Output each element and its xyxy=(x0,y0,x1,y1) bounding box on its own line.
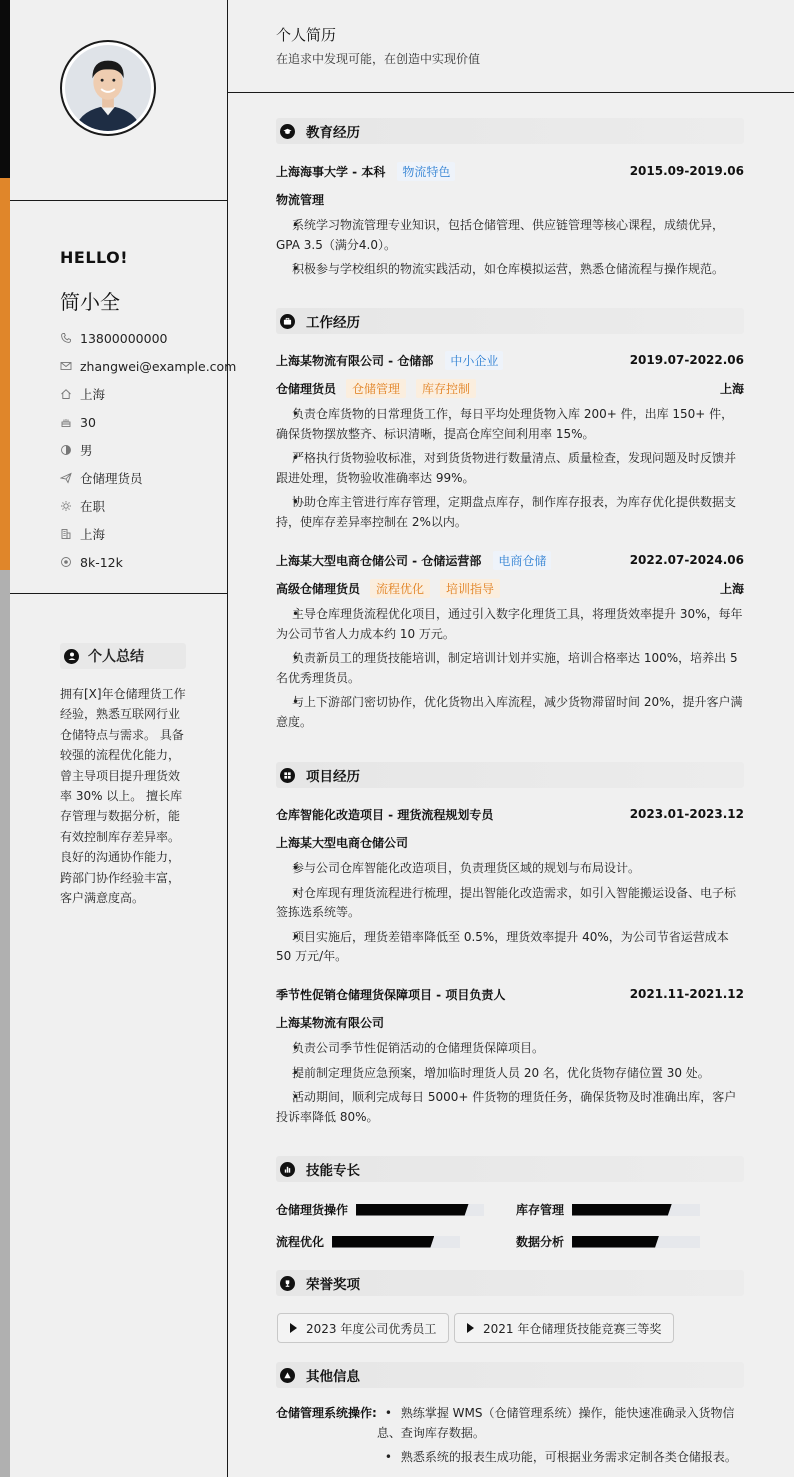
list-item: • 积极参与学校组织的物流实践活动，如仓库模拟运营，熟悉仓储流程与操作规范。 xyxy=(276,260,744,280)
job-bullets xyxy=(276,605,744,732)
info-status: 在职 xyxy=(60,492,236,520)
work-heading: 工作经历 xyxy=(276,308,744,334)
list-item: • 与上下游部门密切协作，优化货物出入库流程，减少货物滞留时间 20%，提升客户满意度。 xyxy=(276,693,744,732)
phone-icon xyxy=(60,332,72,344)
skill-bar-fill xyxy=(356,1204,469,1216)
page-subtitle: 在追求中发现可能，在创造中实现价值 xyxy=(276,52,481,66)
info-icon xyxy=(280,1368,295,1383)
list-item: • 负责新员工的理货技能培训，制定培训计划并实施，培训合格率达 100%，培养出 5 名优秀理货员。 xyxy=(276,649,744,688)
project-entry-2 xyxy=(276,985,744,1132)
hello-heading: HELLO! xyxy=(60,248,129,267)
info-gender: 男 xyxy=(60,436,236,464)
graduation-cap-icon xyxy=(280,124,295,139)
info-salary: 8k-12k xyxy=(60,548,236,576)
education-entry xyxy=(276,162,744,285)
main-content xyxy=(228,0,794,1477)
cake-icon xyxy=(60,416,72,428)
sidebar-divider xyxy=(10,200,228,201)
avatar xyxy=(60,40,156,136)
grid-icon xyxy=(280,768,295,783)
skill-tag: 培训指导 xyxy=(440,579,500,598)
work-entry-2 xyxy=(276,551,744,737)
award-item: 2023 年度公司优秀员工 xyxy=(277,1313,449,1343)
play-icon xyxy=(290,1323,297,1333)
info-email: zhangwei@example.com xyxy=(60,352,236,380)
gender-icon xyxy=(60,444,72,456)
other-info xyxy=(276,1404,744,1473)
job-date: 2022.07-2024.06 xyxy=(629,553,744,567)
skill-bar xyxy=(356,1204,484,1216)
company-name: 上海某物流有限公司 - 仓储部 xyxy=(276,353,434,368)
skill-bar xyxy=(572,1236,700,1248)
contact-info-list xyxy=(60,324,236,576)
job-role: 仓储理货员 xyxy=(276,381,337,396)
education-bullets xyxy=(276,216,744,280)
list-item: • 项目实施后，理货差错率降低至 0.5%，理货效率提升 40%，为公司节省运营成本 50 万元/年。 xyxy=(276,928,744,967)
skill-bar-fill xyxy=(572,1236,659,1248)
play-icon xyxy=(467,1323,474,1333)
mail-icon xyxy=(60,360,72,372)
skill-bar-fill xyxy=(332,1236,434,1248)
list-item: • 系统学习物流管理专业知识，包括仓储管理、供应链管理等核心课程，成绩优异，GPA 3.5（满分4.0）。 xyxy=(276,216,744,255)
info-city: 上海 xyxy=(60,520,236,548)
job-role: 高级仓储理货员 xyxy=(276,581,361,596)
project-name: 季节性促销仓储理货保障项目 - 项目负责人 xyxy=(276,987,506,1002)
accent-stripe-middle xyxy=(0,178,10,570)
skill-tag: 仓储管理 xyxy=(346,379,406,398)
home-icon xyxy=(60,388,72,400)
school-tag: 物流特色 xyxy=(397,162,455,181)
projects-heading: 项目经历 xyxy=(276,762,744,788)
info-age: 30 xyxy=(60,408,236,436)
list-item: • 对仓库现有理货流程进行梳理，提出智能化改造需求，如引入智能搬运设备、电子标签拣选系统等。 xyxy=(276,884,744,923)
accent-stripe-top xyxy=(0,0,10,178)
briefcase-icon xyxy=(280,314,295,329)
sidebar-divider-2 xyxy=(10,593,228,594)
summary-text: 拥有[X]年仓储理货工作经验，熟悉互联网行业仓储特点与需求。 具备较强的流程优化能力，曾主导项目提升理货效率 30% 以上。 擅长库存管理与数据分析，能有效控制库存差异率。 良好的沟通协作能力，跨部门协作经验丰富，客户满意度高。 xyxy=(60,687,186,906)
project-bullets xyxy=(276,859,744,967)
info-home: 上海 xyxy=(60,380,236,408)
project-entry-1 xyxy=(276,805,744,972)
company-name: 上海某大型电商仓储公司 - 仓储运营部 xyxy=(276,553,482,568)
major: 物流管理 xyxy=(276,192,325,207)
project-bullets xyxy=(276,1039,744,1127)
list-item: • 主导仓库理货流程优化项目，通过引入数字化理货工具，将理货效率提升 30%，每年为公司节省人力成本约 10 万元。 xyxy=(276,605,744,644)
info-phone: 13800000000 xyxy=(60,324,236,352)
list-item: • 负责仓库货物的日常理货工作，每日平均处理货物入库 200+ 件，出库 150+ 件，确保货物摆放整齐、标识清晰，提高仓库空间利用率 15%。 xyxy=(276,405,744,444)
user-icon xyxy=(64,649,79,664)
list-item: • 协助仓库主管进行库存管理，定期盘点库存，制作库存报表，为库存优化提供数据支持，使库存差异率控制在 2%以内。 xyxy=(276,493,744,532)
job-date: 2019.07-2022.06 xyxy=(629,353,744,367)
award-item: 2021 年仓储理货技能竞赛三等奖 xyxy=(454,1313,674,1343)
avatar-photo xyxy=(65,45,151,131)
list-item: • 活动期间，顺利完成每日 5000+ 件货物的理货任务，确保货物及时准确出库，客户投诉率降低 80%。 xyxy=(276,1088,744,1127)
list-item: • 熟悉系统的报表生成功能，可根据业务需求定制各类仓储报表。 xyxy=(377,1448,744,1468)
skill-bar xyxy=(332,1236,460,1248)
list-item: • 熟练掌握 WMS（仓储管理系统）操作，能快速准确录入货物信息、查询库存数据。 xyxy=(377,1404,744,1443)
work-entry-1 xyxy=(276,351,744,537)
skill-bar-fill xyxy=(572,1204,672,1216)
project-company: 上海某物流有限公司 xyxy=(276,1015,385,1030)
building-icon xyxy=(60,528,72,540)
sidebar xyxy=(10,0,237,1477)
trophy-icon xyxy=(280,1276,295,1291)
list-item: • 参与公司仓库智能化改造项目，负责理货区域的规划与布局设计。 xyxy=(276,859,744,879)
project-company: 上海某大型电商仓储公司 xyxy=(276,835,409,850)
status-icon xyxy=(60,500,72,512)
company-tag: 中小企业 xyxy=(445,351,503,370)
project-date: 2021.11-2021.12 xyxy=(629,987,744,1001)
bar-chart-icon xyxy=(280,1162,295,1177)
info-position: 仓储理货员 xyxy=(60,464,236,492)
list-item: • 提前制定理货应急预案，增加临时理货人员 20 名，优化货物存储位置 30 处。 xyxy=(276,1064,744,1084)
salary-icon xyxy=(60,556,72,568)
person-name: 简小全 xyxy=(60,290,120,314)
other-label: 仓储管理系统操作: xyxy=(276,1406,377,1420)
other-bullets xyxy=(377,1404,744,1473)
page-title: 个人简历 xyxy=(276,26,337,44)
project-name: 仓库智能化改造项目 - 理货流程规划专员 xyxy=(276,807,494,822)
school-name: 上海海事大学 - 本科 xyxy=(276,164,386,179)
skill-item: 流程优化 xyxy=(276,1233,460,1250)
skill-item: 仓储理货操作 xyxy=(276,1201,484,1218)
other-heading: 其他信息 xyxy=(276,1362,744,1388)
skill-tag: 流程优化 xyxy=(370,579,430,598)
project-date: 2023.01-2023.12 xyxy=(629,807,744,821)
accent-stripe-bottom xyxy=(0,570,10,1477)
skill-tag: 库存控制 xyxy=(416,379,476,398)
job-location: 上海 xyxy=(719,381,744,396)
skill-item: 库存管理 xyxy=(516,1201,700,1218)
awards-heading: 荣誉奖项 xyxy=(276,1270,744,1296)
skill-item: 数据分析 xyxy=(516,1233,700,1250)
skills-heading: 技能专长 xyxy=(276,1156,744,1182)
list-item: • 负责公司季节性促销活动的仓储理货保障项目。 xyxy=(276,1039,744,1059)
job-bullets xyxy=(276,405,744,532)
summary-heading: 个人总结 xyxy=(60,643,186,669)
list-item: • 严格执行货物验收标准，对到货货物进行数量清点、质量检查，发现问题及时反馈并跟进处理，货物验收准确率达 99%。 xyxy=(276,449,744,488)
header-divider xyxy=(228,92,794,93)
job-location: 上海 xyxy=(719,581,744,596)
send-icon xyxy=(60,472,72,484)
company-tag: 电商仓储 xyxy=(493,551,551,570)
education-date: 2015.09-2019.06 xyxy=(629,164,744,178)
education-heading: 教育经历 xyxy=(276,118,744,144)
skill-bar xyxy=(572,1204,700,1216)
